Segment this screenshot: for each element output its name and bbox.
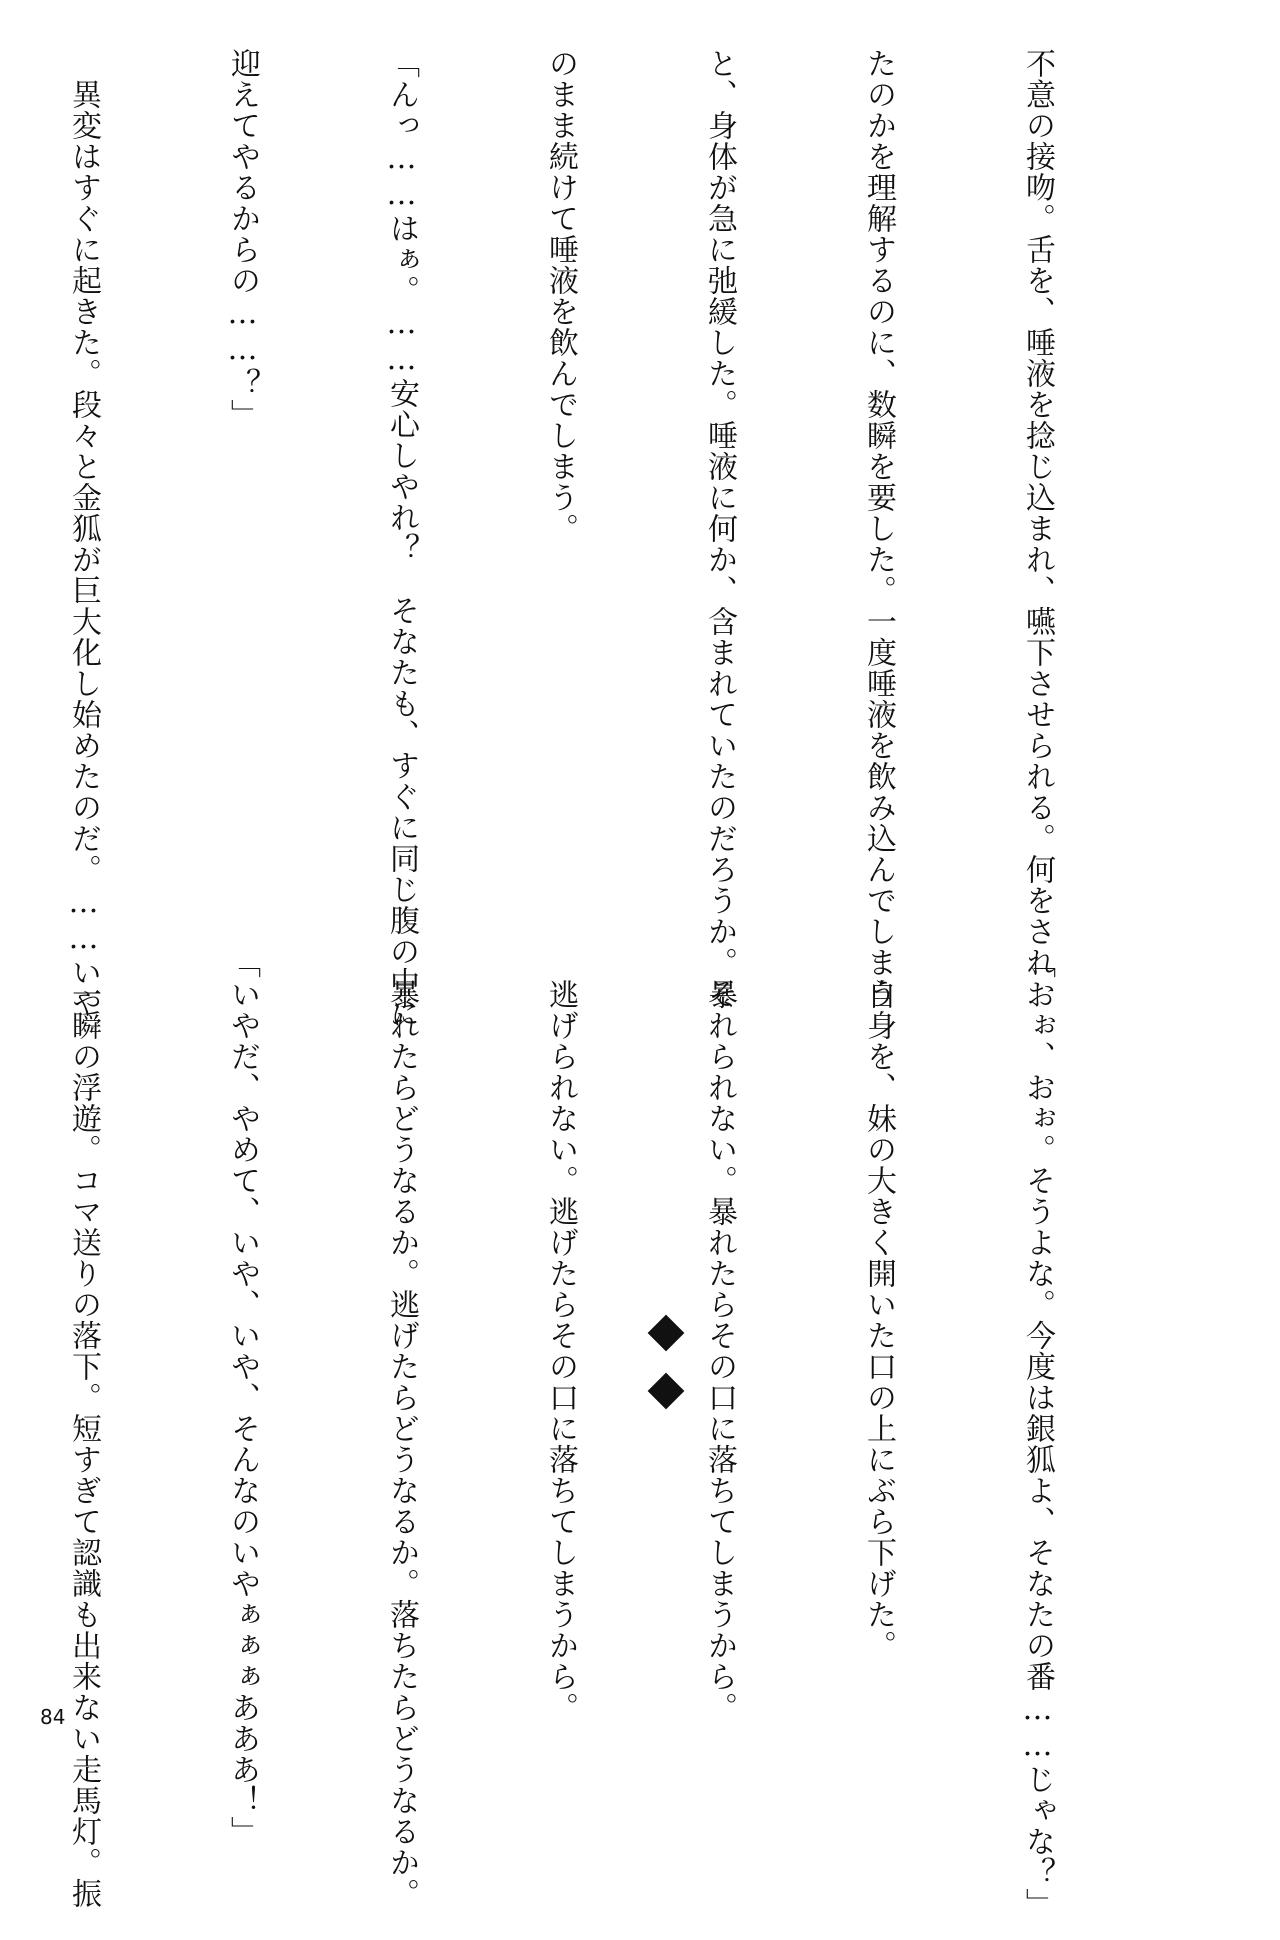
text-column: のまま続けて唾液を飲んでしまう。 bbox=[543, 48, 578, 544]
top-text-block bbox=[0, 48, 1170, 1029]
text-column: 逃げられない。逃げたらその口に落ちてしまうから。 bbox=[543, 948, 578, 1723]
text-column: 「んっ……はぁ。……安心しやれ？ そなたも、すぐに同じ腹の中に bbox=[384, 48, 419, 1029]
diamond-icon bbox=[648, 1315, 685, 1352]
scene-break-divider bbox=[648, 1310, 684, 1426]
text-column: 自身を、妹の大きく開いた口の上にぶら下げた。 bbox=[861, 948, 896, 1661]
text-column: 異変はすぐに起きた。段々と金狐が巨大化し始めたのだ。……いや bbox=[66, 48, 101, 1019]
page-number: 84 bbox=[40, 1705, 66, 1729]
text-column: 「いやだ、やめて、いや、いや、そんなのいやぁぁぁあああ！」 bbox=[225, 948, 260, 1847]
text-column: と、身体が急に弛緩した。唾液に何か、含まれていたのだろうか。そ bbox=[702, 48, 737, 1009]
text-column: 暴れたらどうなるか。逃げたらどうなるか。落ちたらどうなるか。 bbox=[384, 948, 419, 1909]
text-column: 「おぉ、おぉ。そうよな。今度は銀狐よ、そなたの番……じゃな？」 bbox=[1020, 948, 1055, 1919]
bottom-text-block bbox=[0, 948, 1170, 1919]
text-column: たのかを理解するのに、数瞬を要した。一度唾液を飲み込んでしまう bbox=[861, 48, 896, 1009]
diamond-icon bbox=[648, 1373, 685, 1410]
text-column: 一瞬の浮遊。コマ送りの落下。短すぎて認識も出来ない走馬灯。振 bbox=[66, 948, 101, 1909]
text-column: 暴れられない。暴れたらその口に落ちてしまうから。 bbox=[702, 948, 737, 1723]
text-column: 迎えてやるからの……？」 bbox=[225, 48, 260, 430]
text-column: 不意の接吻。舌を、唾液を捻じ込まれ、嚥下させられる。何をされ bbox=[1020, 48, 1055, 978]
